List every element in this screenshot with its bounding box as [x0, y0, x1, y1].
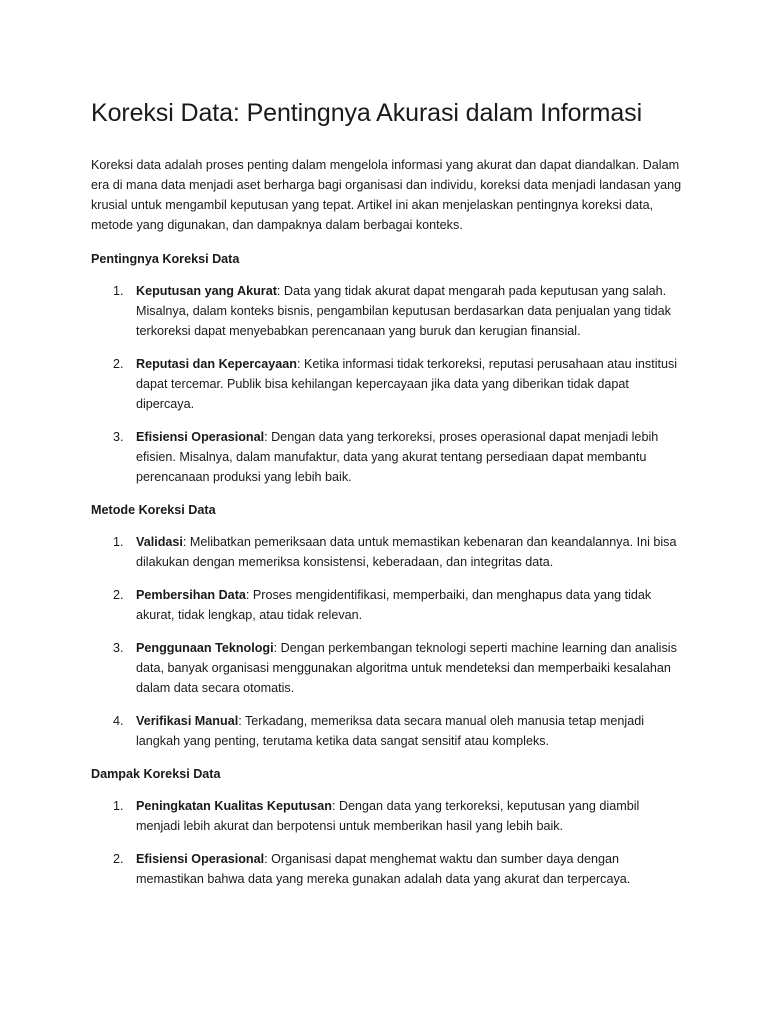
item-number: 2. — [113, 588, 124, 602]
item-number: 3. — [113, 430, 124, 444]
item-text: : Dengan data yang terkoreksi, keputusan yang diambil menjadi lebih akurat dan berpotensi untuk memberikan hasil yang lebih baik. — [136, 799, 640, 833]
list-item — [91, 281, 683, 341]
item-term: Penggunaan Teknologi — [136, 641, 274, 655]
section-dampak — [91, 764, 683, 889]
list-item — [91, 796, 683, 836]
item-term: Pembersihan Data — [136, 588, 246, 602]
document-page — [91, 90, 683, 902]
list-item — [91, 711, 683, 751]
item-text: : Proses mengidentifikasi, memperbaiki, dan menghapus data yang tidak akurat, tidak lengkap, atau tidak relevan. — [136, 588, 652, 622]
numbered-list — [91, 796, 683, 889]
section-heading: Dampak Koreksi Data — [91, 767, 221, 781]
item-number: 4. — [113, 714, 124, 728]
list-item — [91, 532, 683, 572]
item-number: 2. — [113, 852, 124, 866]
section-heading: Metode Koreksi Data — [91, 503, 216, 517]
list-item — [91, 354, 683, 414]
numbered-list — [91, 281, 683, 487]
list-item — [91, 585, 683, 625]
item-number: 2. — [113, 357, 124, 371]
document-title: Koreksi Data: Pentingnya Akurasi dalam Informasi — [91, 99, 643, 127]
intro-paragraph: Koreksi data adalah proses penting dalam mengelola informasi yang akurat dan dapat diandalkan. Dalam era di mana data menjadi aset berharga bagi organisasi dan individu, koreksi data menjadi landasan yang krusial untuk mengambil keputusan yang tepat. Artikel ini akan menjelaskan pentingnya koreksi data, metode yang digunakan, dan dampaknya dalam berbagai konteks. — [91, 158, 682, 232]
list-item — [91, 427, 683, 487]
item-text: : Organisasi dapat menghemat waktu dan sumber daya dengan memastikan bahwa data yang mereka gunakan adalah data yang akurat dan terpercaya. — [136, 852, 631, 886]
section-pentingnya — [91, 249, 683, 487]
list-item — [91, 638, 683, 698]
item-term: Verifikasi Manual — [136, 714, 239, 728]
item-text: : Melibatkan pemeriksaan data untuk memastikan kebenaran dan keandalannya. Ini bisa dilakukan dengan memeriksa konsistensi, keberadaan, dan integritas data. — [136, 535, 677, 569]
section-metode — [91, 500, 683, 751]
item-term: Validasi — [136, 535, 183, 549]
item-number: 3. — [113, 641, 124, 655]
item-text: : Ketika informasi tidak terkoreksi, reputasi perusahaan atau institusi dapat tercemar. Publik bisa kehilangan kepercayaan jika data yang diberikan tidak dapat dipercaya. — [136, 357, 678, 411]
item-number: 1. — [113, 535, 124, 549]
section-heading: Pentingnya Koreksi Data — [91, 252, 240, 266]
item-term: Reputasi dan Kepercayaan — [136, 357, 297, 371]
item-text: : Data yang tidak akurat dapat mengarah pada keputusan yang salah. Misalnya, dalam konteks bisnis, pengambilan keputusan berdasarkan data penjualan yang tidak terkoreksi dapat menyebabkan perencanaan yang buruk dan kerugian finansial. — [136, 284, 671, 338]
item-number: 1. — [113, 284, 124, 298]
numbered-list — [91, 532, 683, 751]
item-text: : Dengan data yang terkoreksi, proses operasional dapat menjadi lebih efisien. Misalnya, dalam manufaktur, data yang akurat tentang persediaan dapat membantu perencanaan produksi yang lebih baik. — [136, 430, 659, 484]
item-term: Keputusan yang Akurat — [136, 284, 277, 298]
item-term: Efisiensi Operasional — [136, 430, 265, 444]
item-term: Efisiensi Operasional — [136, 852, 265, 866]
item-term: Peningkatan Kualitas Keputusan — [136, 799, 332, 813]
list-item — [91, 849, 683, 889]
item-text: : Terkadang, memeriksa data secara manual oleh manusia tetap menjadi langkah yang penting, terutama ketika data sangat sensitif atau kompleks. — [136, 714, 644, 748]
item-number: 1. — [113, 799, 124, 813]
item-text: : Dengan perkembangan teknologi seperti machine learning dan analisis data, banyak organisasi menggunakan algoritma untuk mendeteksi dan memperbaiki kesalahan dalam data secara otomatis. — [136, 641, 677, 695]
